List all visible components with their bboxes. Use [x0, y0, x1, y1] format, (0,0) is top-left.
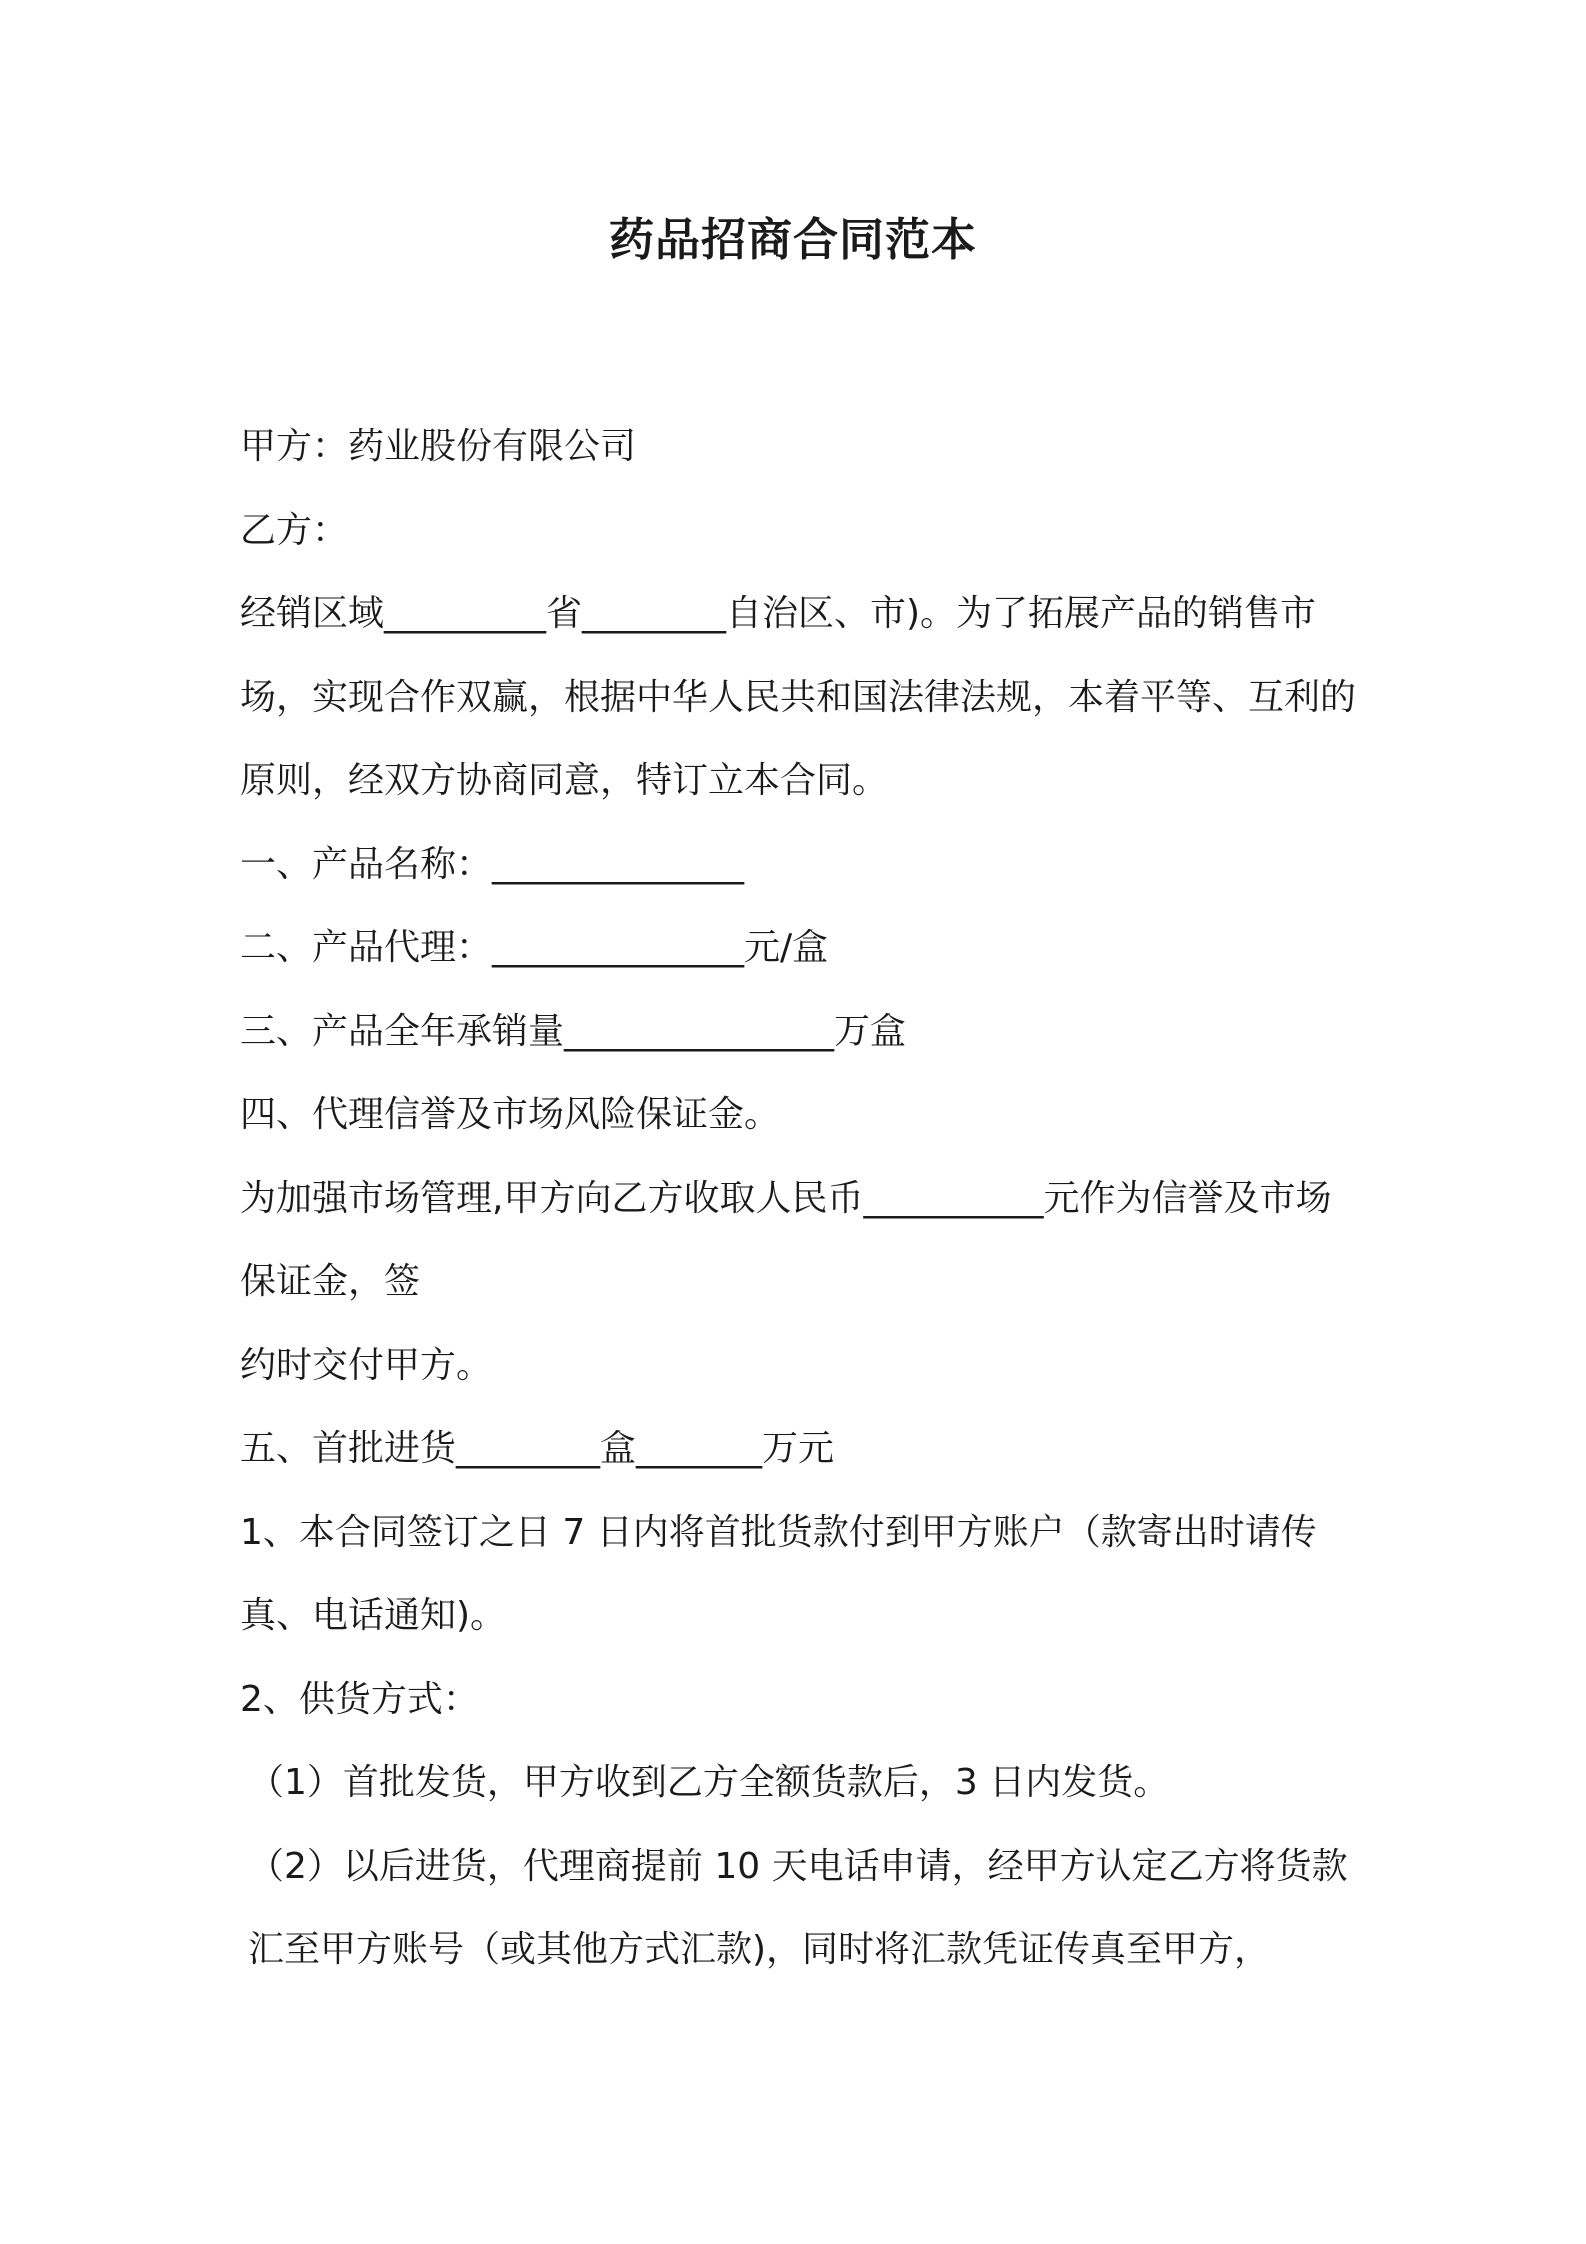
- clause-5-item-2-sub-2: （2）以后进货，代理商提前 10 天电话申请，经甲方认定乙方将货款汇至甲方账号（或其他方式汇款)，同时将汇款凭证传真至甲方，: [248, 1845, 1348, 1970]
- clause-5-first-order: 五、首批进货________盒_______万元: [240, 1428, 835, 1469]
- party-b-line: 乙方：: [240, 509, 349, 551]
- document-body: [240, 405, 1360, 1992]
- party-a-line: 甲方：药业股份有限公司: [240, 426, 637, 467]
- clause-5-item-2: 2、供货方式：: [240, 1678, 479, 1720]
- preamble-paragraph: 经销区域_________省________自治区、市)。为了拓展产品的销售市场，实现合作双赢，根据中华人民共和国法律法规，本着平等、互利的原则，经双方协商同意，特订立本合同。: [240, 593, 1357, 801]
- clause-5-item-1: 1、本合同签订之日 7 日内将首批货款付到甲方账户（款寄出时请传真、电话通知)。: [240, 1511, 1317, 1636]
- clause-4-deposit-text-cont: 约时交付甲方。: [240, 1344, 493, 1386]
- clause-3-annual-volume: 三、产品全年承销量_______________万盒: [240, 1010, 907, 1052]
- clause-4-deposit-text: 为加强市场管理,甲方向乙方收取人民币__________元作为信誉及市场保证金，签: [240, 1177, 1332, 1302]
- document-title: 药品招商合同范本: [608, 213, 977, 266]
- clause-2-product-agency: 二、产品代理：______________元/盒: [240, 927, 829, 968]
- clause-5-item-2-sub-1: （1）首批发货，甲方收到乙方全额货款后，3 日内发货。: [248, 1762, 1170, 1803]
- clause-4-deposit-heading: 四、代理信誉及市场风险保证金。: [240, 1094, 781, 1135]
- clause-1-product-name: 一、产品名称：______________: [240, 843, 745, 885]
